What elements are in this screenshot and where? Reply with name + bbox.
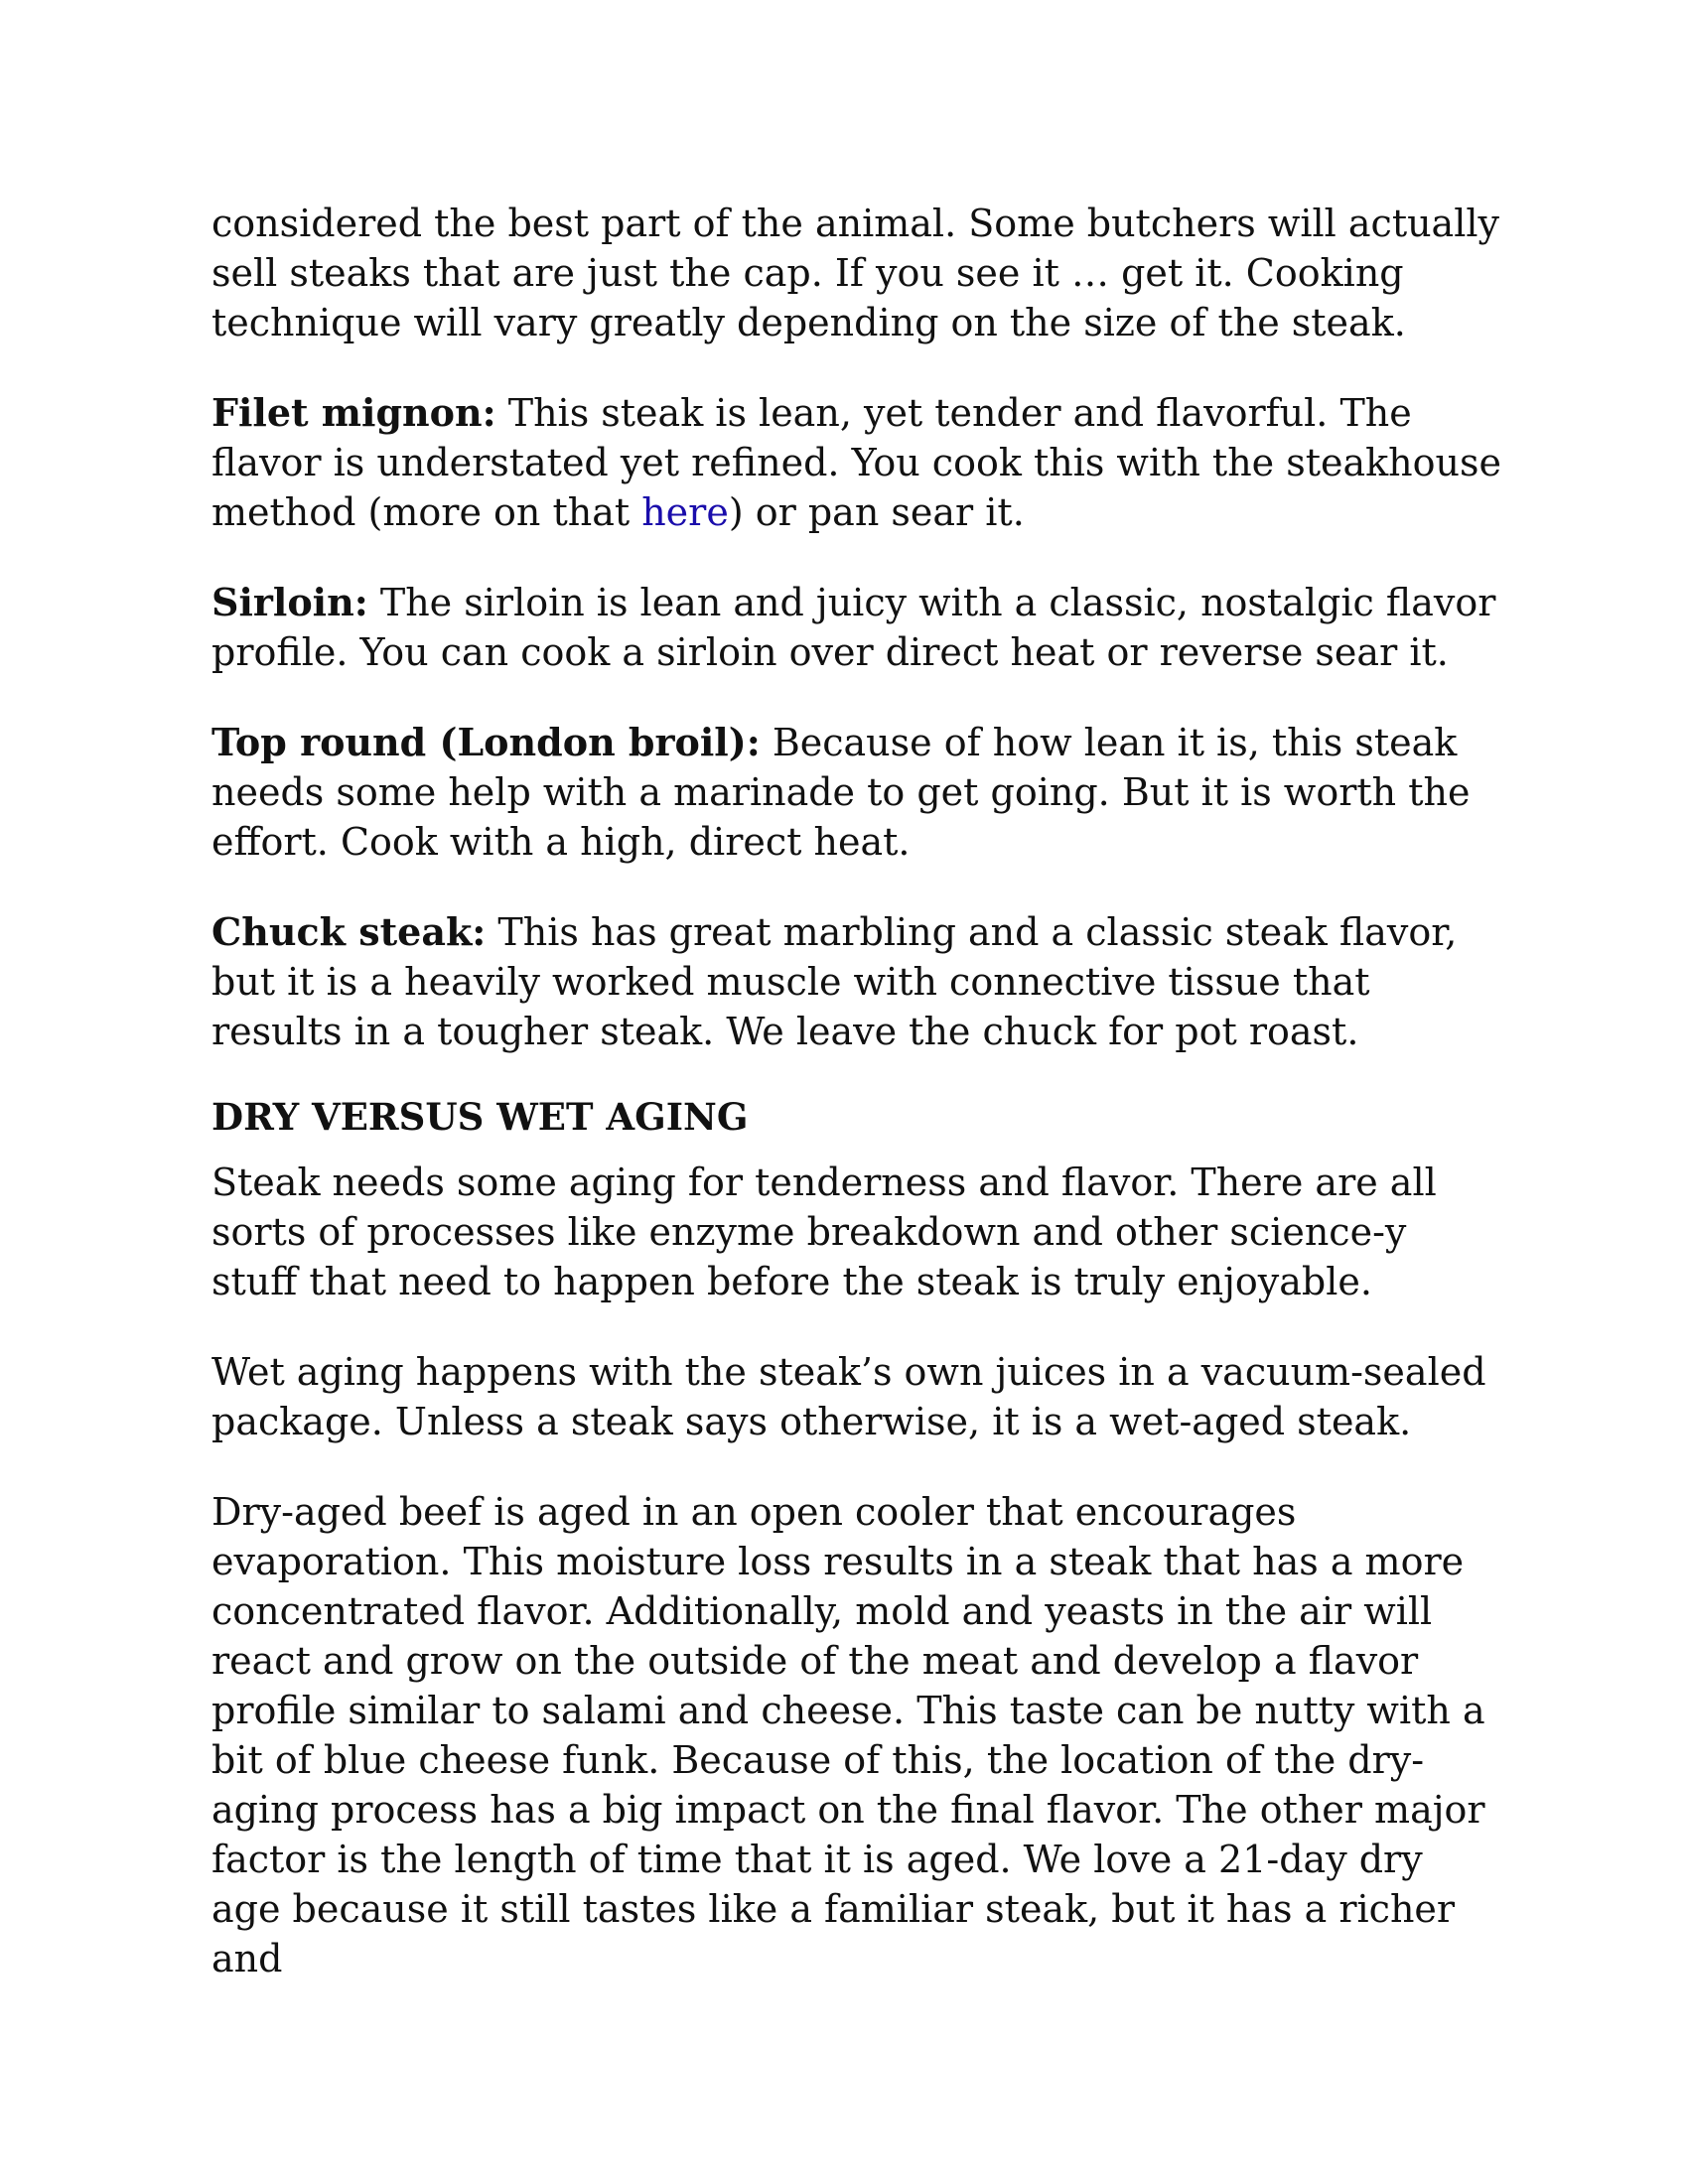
aging-paragraph-3 (211, 1487, 1502, 1983)
top-round-paragraph (211, 718, 1502, 867)
aging-text-2: Wet aging happens with the steak’s own juices in a vacuum-sealed package. Unless a steak says otherwise, it is a wet-aged steak. (211, 1350, 1486, 1443)
filet-text-after-link: ) or pan sear it. (728, 490, 1025, 534)
sirloin-text: The sirloin is lean and juicy with a classic, nostalgic flavor profile. You can cook a sirloin over direct heat or reverse sear it. (211, 581, 1496, 674)
intro-text: considered the best part of the animal. Some butchers will actually sell steaks that are just the cap. If you see it … get it. Cooking technique will vary greatly depending on the size of the steak. (211, 202, 1499, 344)
filet-text-before-link: This steak is lean, yet tender and flavorful. The flavor is understated yet refined. You cook this with the steakhouse method (more on that (211, 391, 1501, 534)
aging-heading: DRY VERSUS WET AGING (211, 1095, 749, 1139)
filet-paragraph (211, 388, 1502, 537)
sirloin-label: Sirloin: (211, 580, 368, 624)
aging-paragraph-1 (211, 1158, 1502, 1306)
top-round-label: Top round (London broil): (211, 720, 761, 764)
aging-text-3: Dry-aged beef is aged in an open cooler that encourages evaporation. This moisture loss results in a steak that has a more concentrated flavor. Additionally, mold and yeasts in the air will react and grow on the outside of the meat and develop a flavor profile similar to salami and cheese. This taste can be nutty with a bit of blue cheese funk. Because of this, the location of the dry-aging process has a big impact on the final flavor. The other major factor is the length of time that it is aged. We love a 21-day dry age because it still tastes like a familiar steak, but it has a richer and (211, 1490, 1485, 1980)
chuck-label: Chuck steak: (211, 909, 487, 954)
top-round-text: Because of how lean it is, this steak needs some help with a marinade to get going. But it is worth the effort. Cook with a high, direct heat. (211, 721, 1471, 864)
aging-paragraph-2 (211, 1347, 1502, 1446)
filet-label: Filet mignon: (211, 390, 496, 435)
chuck-paragraph (211, 907, 1502, 1056)
intro-paragraph (211, 199, 1502, 347)
chuck-text: This has great marbling and a classic steak flavor, but it is a heavily worked muscle with connective tissue that results in a tougher steak. We leave the chuck for pot roast. (211, 910, 1458, 1053)
aging-text-1: Steak needs some aging for tenderness and flavor. There are all sorts of processes like enzyme breakdown and other science-y stuff that need to happen before the steak is truly enjoyable. (211, 1160, 1437, 1303)
here-link[interactable]: here (641, 490, 729, 534)
sirloin-paragraph (211, 578, 1502, 677)
document-page (211, 199, 1502, 2024)
